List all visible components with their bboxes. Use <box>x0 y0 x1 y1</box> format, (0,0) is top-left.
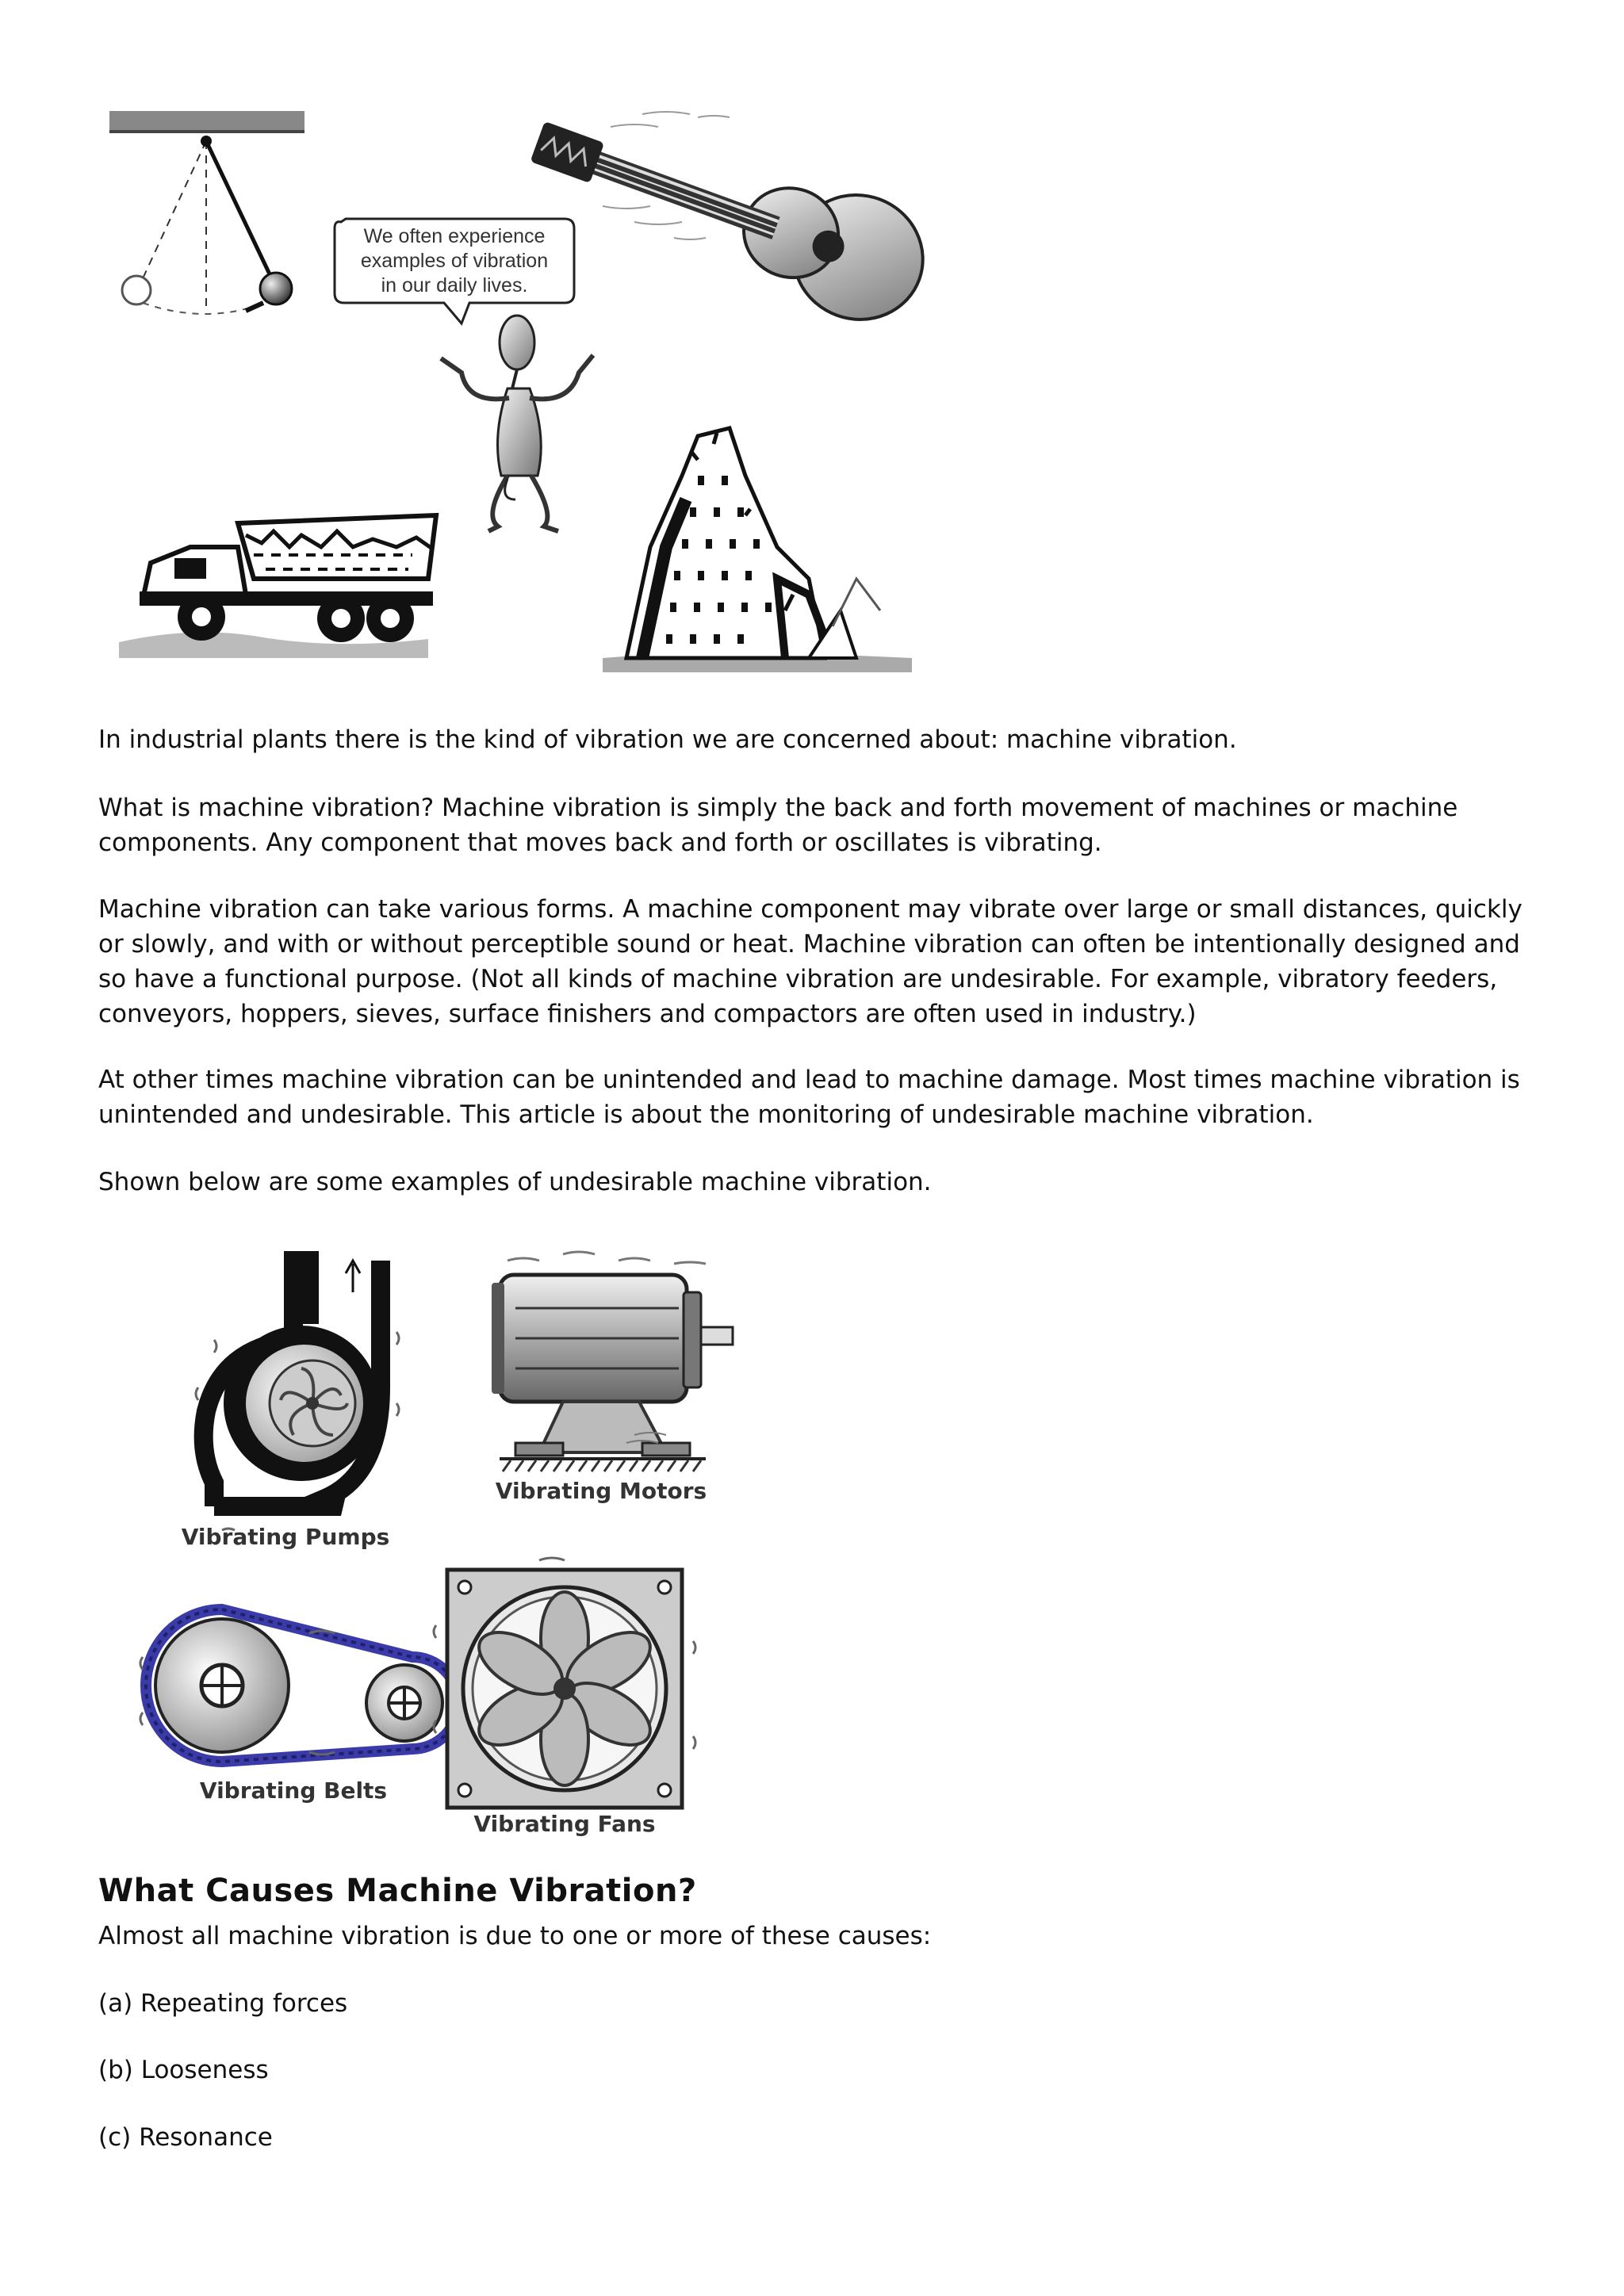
bubble-line-1: We often experience <box>363 225 546 247</box>
caption-fans: Vibrating Fans <box>473 1811 656 1837</box>
motor-icon <box>492 1252 733 1471</box>
pump-icon <box>196 1261 399 1530</box>
belt-drive-icon <box>140 1609 462 1762</box>
cause-item-looseness: (b) Looseness <box>98 2056 269 2084</box>
cause-item-repeating-forces: (a) Repeating forces <box>98 1989 348 2018</box>
paragraph-forms: Machine vibration can take various forms. A machine component may vibrate over large or small distances, quickly or slowly, and with or without perceptible sound or heat. Machine vibration can often be intentionally designed and so have a functional purpose. (Not all kinds of machine vibration are undesirable. For example, vibratory feeders, conveyors, hoppers, sieves, surface finishers and compactors are often used in industry.) <box>98 895 1522 1028</box>
section-heading: What Causes Machine Vibration? <box>98 1873 697 1909</box>
bubble-line-2: examples of vibration <box>360 250 549 272</box>
caption-motors: Vibrating Motors <box>495 1478 707 1504</box>
pendulum-icon <box>109 111 304 314</box>
speech-bubble <box>335 219 574 323</box>
figure-icon <box>441 316 593 531</box>
section-intro: Almost all machine vibration is due to one or more of these causes: <box>98 1922 932 1950</box>
everyday-vibration-illustration <box>95 103 936 690</box>
caption-pumps: Vibrating Pumps <box>181 1524 390 1550</box>
paragraph-undesirable: At other times machine vibration can be unintended and lead to machine damage. Most times machine vibration is unintended and undesirable. This article is about the monitoring of undesirable machine vibration. <box>98 1066 1520 1129</box>
fan-icon <box>434 1558 695 1808</box>
guitar-icon <box>516 103 936 338</box>
paragraph-definition: What is machine vibration? Machine vibration is simply the back and forth movement of machines or machine components. Any component that moves back and forth or oscillates is vibrating. <box>98 794 1458 857</box>
paragraph-examples: Shown below are some examples of undesirable machine vibration. <box>98 1168 932 1196</box>
machine-vibration-figure <box>119 1245 928 1847</box>
bubble-line-3: in our daily lives. <box>381 274 528 297</box>
caption-belts: Vibrating Belts <box>199 1777 388 1804</box>
dump-truck-icon <box>119 515 436 658</box>
building-icon <box>603 428 912 672</box>
paragraph-intro: In industrial plants there is the kind of vibration we are concerned about: machine vibration. <box>98 725 1237 754</box>
cause-item-resonance: (c) Resonance <box>98 2123 273 2152</box>
